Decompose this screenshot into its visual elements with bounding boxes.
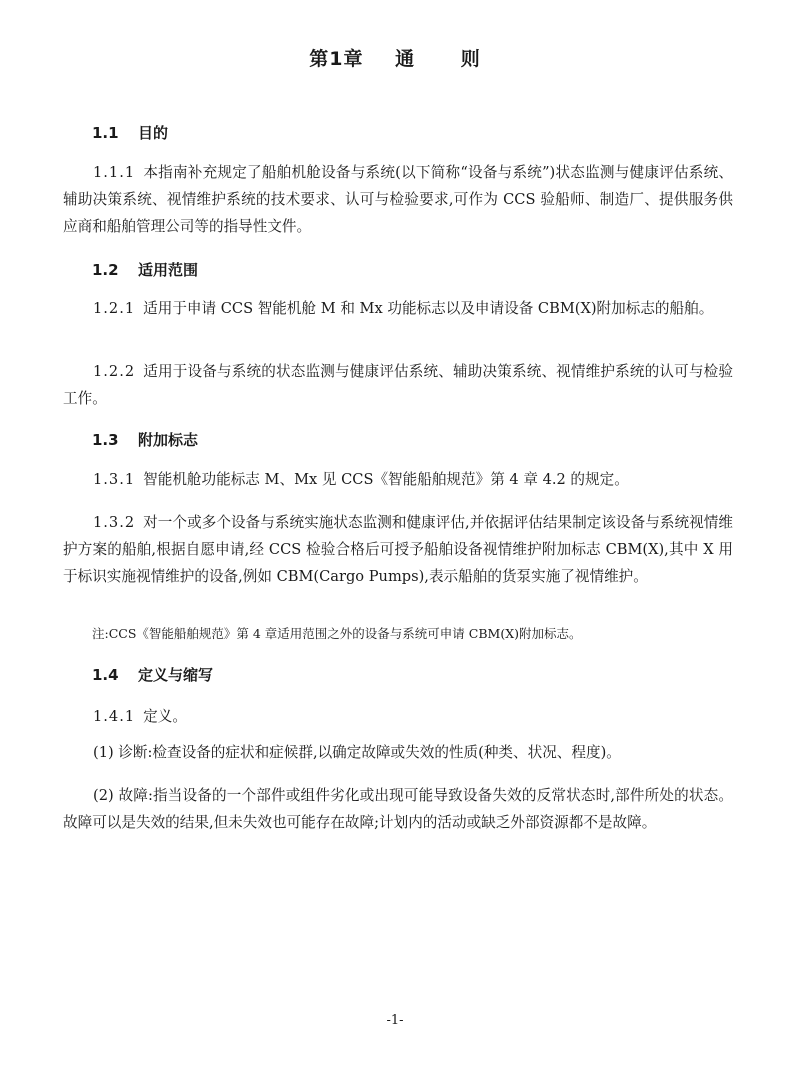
section-heading-1-3 [92, 429, 198, 450]
section-title: 适用范围 [138, 261, 199, 279]
chapter-number: 第1章 [309, 48, 364, 70]
paragraph-1-4-1 [63, 703, 733, 730]
definition-text: (1) 诊断:检查设备的症状和症候群,以确定故障或失效的性质(种类、状况、程度)。 [93, 744, 621, 761]
chapter-title-part1: 通 [395, 48, 416, 70]
clause-number: 1.2.1 [93, 300, 136, 317]
chapter-title-part2: 则 [460, 48, 481, 70]
paragraph-text: 适用于申请 CCS 智能机舱 M 和 Mx 功能标志以及申请设备 CBM(X)附加标志的船舶。 [143, 300, 714, 317]
clause-number: 1.3.2 [93, 514, 136, 531]
clause-number: 1.1.1 [93, 164, 136, 181]
definition-fault [63, 782, 733, 836]
note-1-3 [92, 624, 732, 644]
definition-diagnosis [63, 739, 733, 766]
clause-number: 1.4.1 [93, 708, 136, 725]
paragraph-text: 智能机舱功能标志 M、Mx 见 CCS《智能船舶规范》第 4 章 4.2 的规定。 [143, 471, 629, 488]
section-number: 1.4 [92, 666, 119, 684]
section-title: 附加标志 [138, 431, 199, 449]
page-number: -1- [386, 1013, 404, 1028]
chapter-title [0, 44, 790, 71]
clause-number: 1.2.2 [93, 363, 136, 380]
paragraph-text: 对一个或多个设备与系统实施状态监测和健康评估,并依据评估结果制定该设备与系统视情维护方案的船舶,根据自愿申请,经 CCS 检验合格后可授予船舶设备视情维护附加标志 CBM(X),其中 X 用于标识实施视情维护的设备,例如 CBM(Cargo Pumps),表示船舶的货泵实施了视情维护。 [63, 514, 733, 585]
section-heading-1-1 [92, 122, 168, 143]
paragraph-1-1-1 [63, 159, 733, 240]
paragraph-1-2-2 [63, 358, 733, 412]
clause-number: 1.3.1 [93, 471, 136, 488]
paragraph-text: 定义。 [143, 708, 187, 725]
section-number: 1.3 [92, 431, 119, 449]
section-title: 定义与缩写 [138, 666, 214, 684]
definition-text: (2) 故障:指当设备的一个部件或组件劣化或出现可能导致设备失效的反常状态时,部件所处的状态。故障可以是失效的结果,但未失效也可能存在故障;计划内的活动或缺乏外部资源都不是故障。 [63, 787, 733, 831]
paragraph-1-2-1 [63, 295, 733, 322]
section-title: 目的 [138, 124, 169, 142]
section-heading-1-4 [92, 664, 213, 685]
section-number: 1.2 [92, 261, 119, 279]
note-text: 注:CCS《智能船舶规范》第 4 章适用范围之外的设备与系统可申请 CBM(X)附加标志。 [92, 626, 582, 641]
paragraph-text: 适用于设备与系统的状态监测与健康评估系统、辅助决策系统、视情维护系统的认可与检验工作。 [63, 363, 733, 407]
section-number: 1.1 [92, 124, 119, 142]
section-heading-1-2 [92, 259, 198, 280]
paragraph-1-3-1 [63, 466, 733, 493]
paragraph-1-3-2 [63, 509, 733, 590]
paragraph-text: 本指南补充规定了船舶机舱设备与系统(以下简称“设备与系统”)状态监测与健康评估系统、辅助决策系统、视情维护系统的技术要求、认可与检验要求,可作为 CCS 验船师、制造厂、提供服务供应商和船舶管理公司等的指导性文件。 [63, 164, 733, 235]
